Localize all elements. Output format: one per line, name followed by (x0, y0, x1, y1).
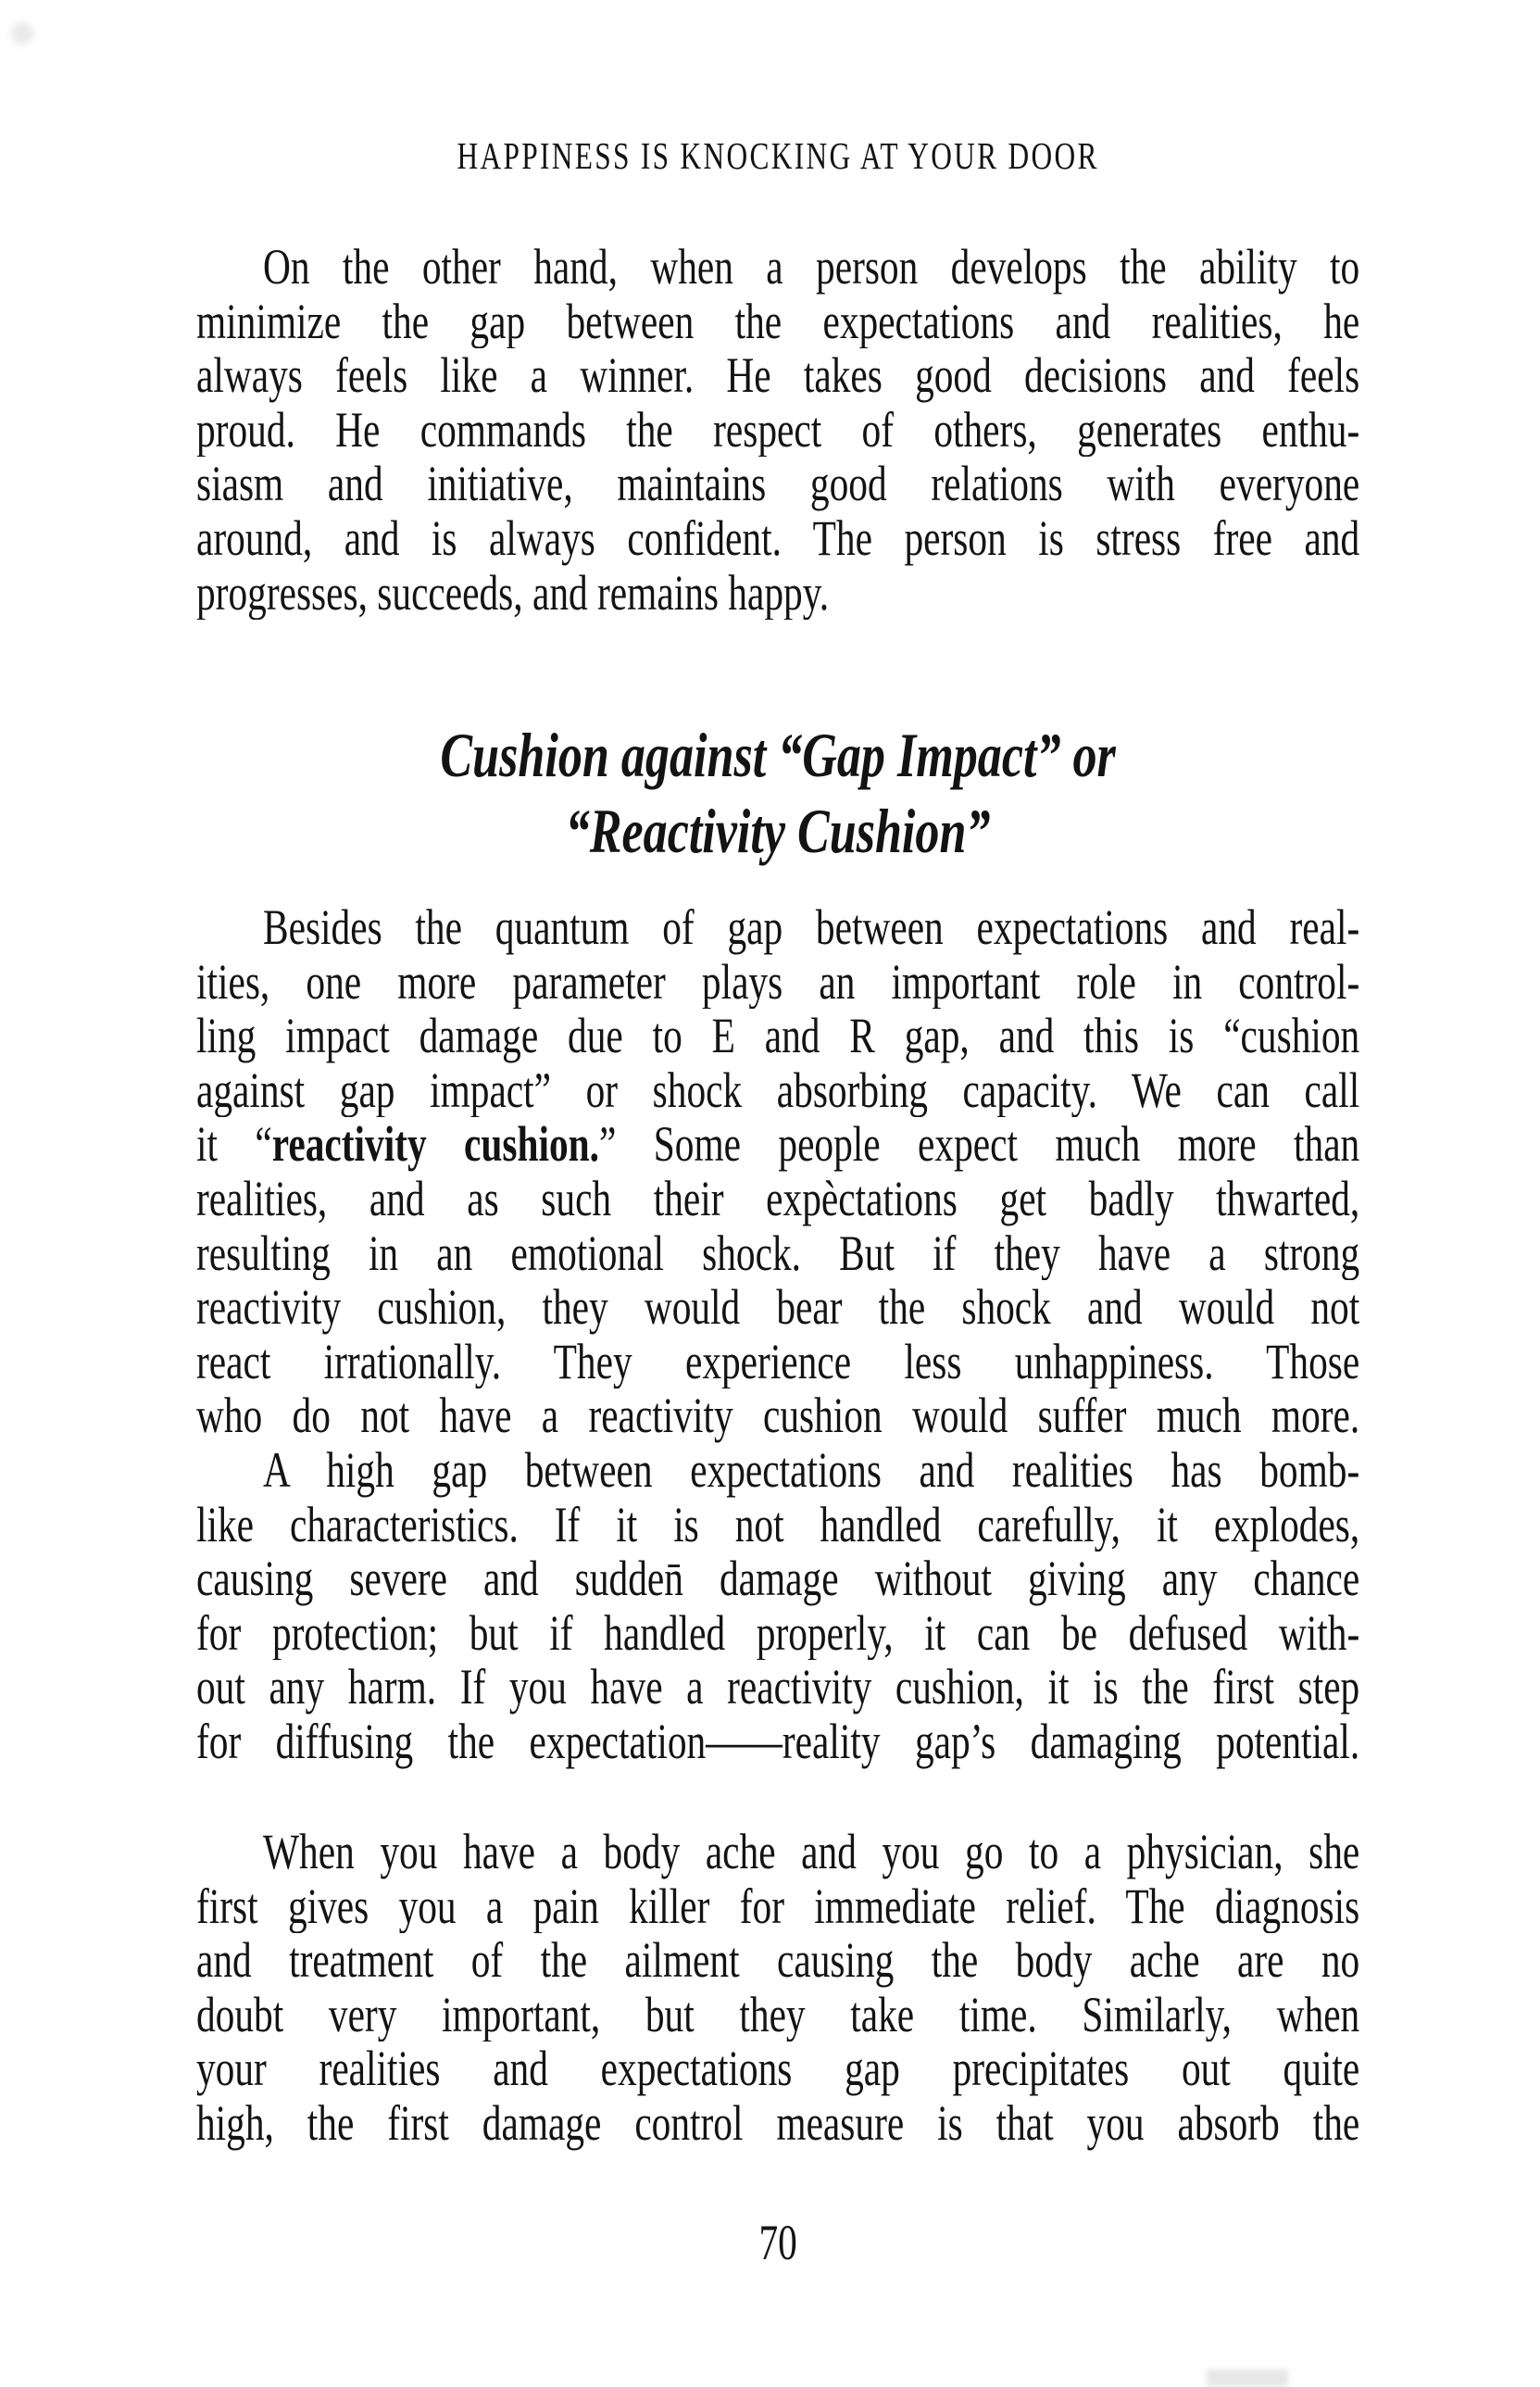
text-line: and treatment of the ailment causing the body ache are no (196, 1933, 1360, 1988)
text-line: progresses, succeeds, and remains happy. (196, 565, 830, 621)
text-line: causing severe and sudden̄ damage without giving any chance (196, 1552, 1360, 1606)
text-line: your realities and expectations gap precipitates out quite (196, 2042, 1360, 2096)
text-line: resulting in an emotional shock. But if they have a strong (196, 1225, 1360, 1281)
paragraph-3 (196, 1443, 1359, 1769)
text-line: like characteristics. If it is not handled carefully, it explodes, (196, 1497, 1360, 1552)
text-line: Cushion against “Gap Impact” or (440, 720, 1116, 790)
text-line: “Reactivity Cushion” (565, 796, 991, 866)
text-line: ities, one more parameter plays an important role in control- (196, 954, 1360, 1010)
text-column (196, 0, 1359, 2387)
text-line: On the other hand, when a person develops the ability to (263, 240, 1360, 295)
section-heading (196, 717, 1359, 869)
text-line: realities, and as such their expèctations get badly thwarted, (196, 1171, 1360, 1226)
text-line: always feels like a winner. He takes good decisions and feels (196, 348, 1360, 403)
text-line: it “reactivity cushion.” Some people expect much more than (196, 1117, 1360, 1172)
text-line: doubt very important, but they take time. Similarly, when (196, 1987, 1360, 2042)
text-line: proud. He commands the respect of others, generates enthu- (196, 402, 1360, 458)
text-line: against gap impact” or shock absorbing capacity. We can call (196, 1062, 1360, 1118)
paragraph-2 (196, 900, 1359, 1443)
running-header: HAPPINESS IS KNOCKING AT YOUR DOOR (457, 134, 1099, 177)
text-line: out any harm. If you have a reactivity cushion, it is the first step (196, 1660, 1360, 1715)
text-line: A high gap between expectations and realities has bomb- (263, 1443, 1360, 1498)
text-line: minimize the gap between the expectations and realities, he (196, 294, 1360, 349)
page-number: 70 (758, 2215, 797, 2270)
text-line: around, and is always confident. The person is stress free and (196, 510, 1360, 566)
paragraph-4 (196, 1825, 1359, 2151)
text-line: reactivity cushion, they would bear the shock and would not (196, 1280, 1360, 1335)
text-line: who do not have a reactivity cushion would suffer much more. (196, 1388, 1360, 1443)
scan-smudge-top-left (11, 22, 33, 44)
text-line: first gives you a pain killer for immediate relief. The diagnosis (196, 1878, 1360, 1934)
text-line: When you have a body ache and you go to a physician, she (263, 1825, 1360, 1879)
text-line: Besides the quantum of gap between expectations and real- (263, 900, 1360, 955)
text-line: siasm and initiative, maintains good relations with everyone (196, 457, 1360, 511)
text-line: for diffusing the expectation——reality gap’s damaging potential. (196, 1714, 1360, 1769)
text-line: ling impact damage due to E and R gap, and this is “cushion (196, 1009, 1360, 1063)
text-line: react irrationally. They experience less unhappiness. Those (196, 1334, 1360, 1389)
text-line: high, the first damage control measure is that you absorb the (196, 2095, 1360, 2151)
text-line: for protection; but if handled properly, it can be defused with- (196, 1605, 1360, 1661)
paragraph-1 (196, 240, 1359, 620)
